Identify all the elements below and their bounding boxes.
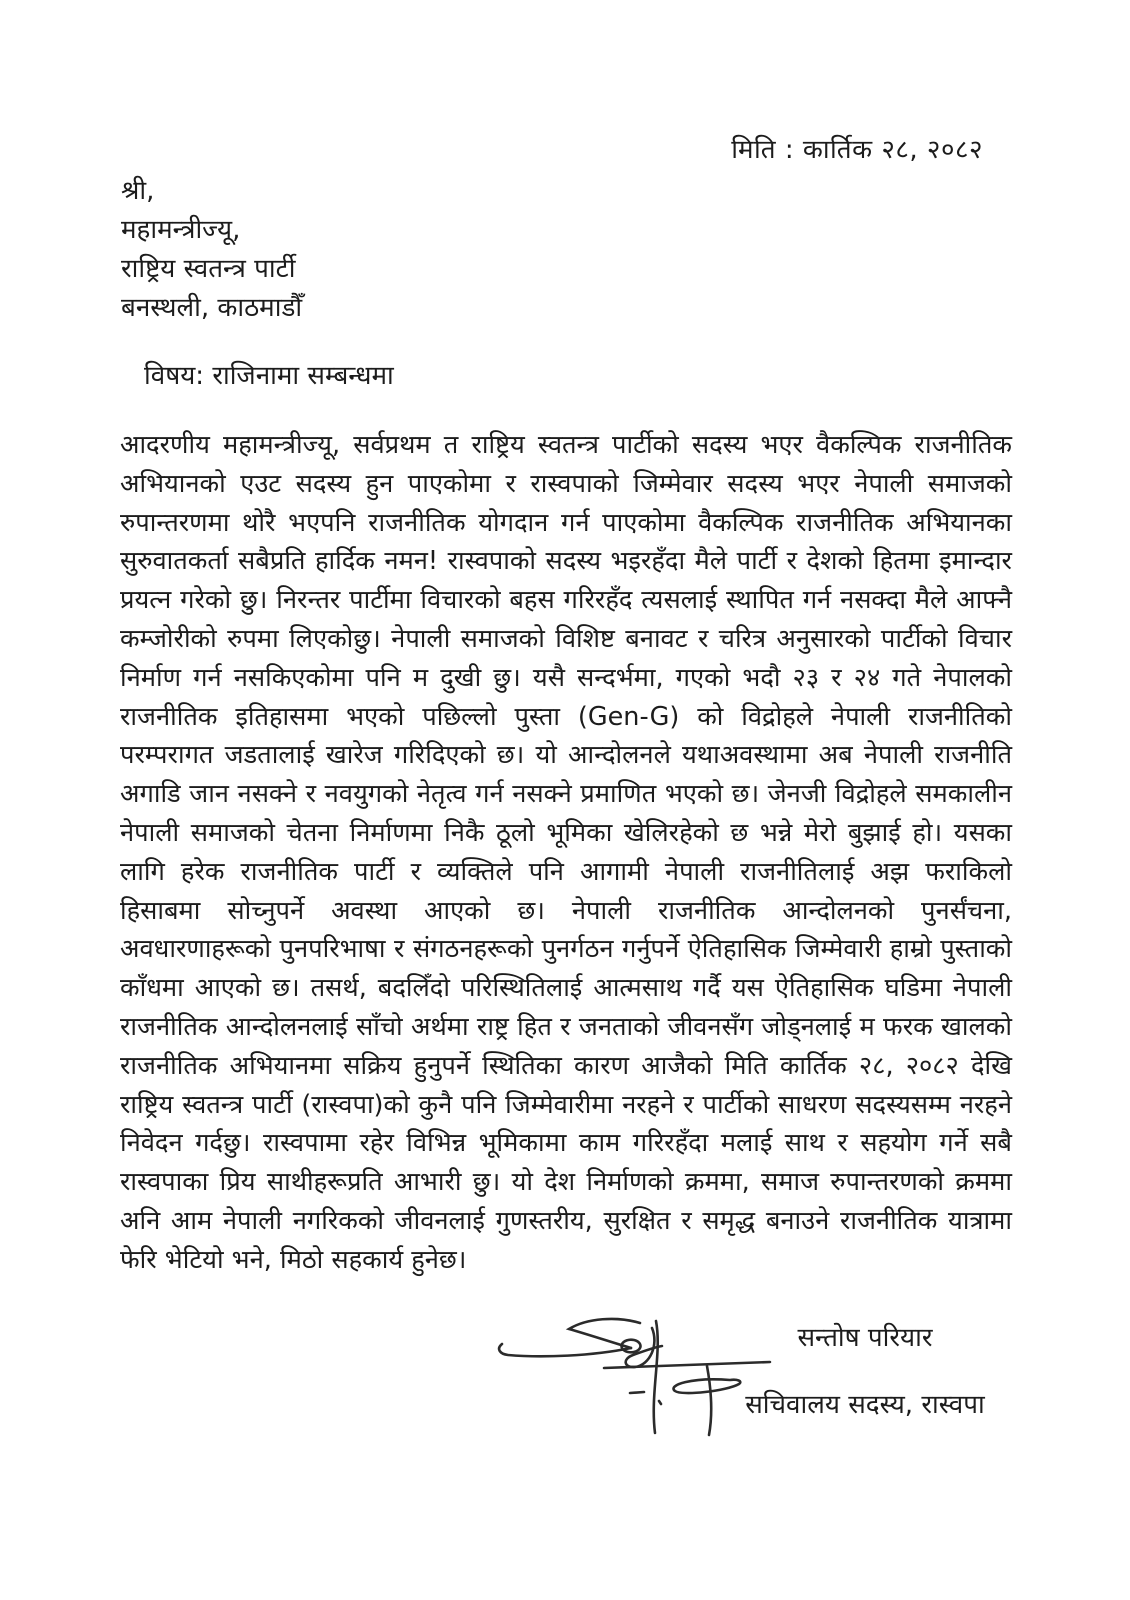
addressee-block <box>121 172 302 328</box>
signatory-title: सचिवालय सदस्य, रास्वपा <box>745 1390 985 1420</box>
handwritten-signature-icon <box>492 1283 782 1448</box>
signatory-name: सन्तोष परियार <box>797 1323 933 1353</box>
subject-line: विषय: राजिनामा सम्बन्धमा <box>144 361 394 391</box>
addressee-address: बनस्थली, काठमाडौँ <box>121 293 303 323</box>
addressee-recipient: महामन्त्रीज्यू, <box>121 215 241 245</box>
letter-body-paragraph: आदरणीय महामन्त्रीज्यू, सर्वप्रथम त राष्ट्रिय स्वतन्त्र पार्टीको सदस्य भएर वैकल्पिक राजनीतिक अभियानको एउट सदस्य हुन पाएकोमा र रास्वपाको जिम्मेवार सदस्य भएर नेपाली समाजको रुपान्तरणमा थोरै भएपनि राजनीतिक योगदान गर्न पाएकोमा वैकल्पिक राजनीतिक अभियानका सुरुवातकर्ता सबैप्रति हार्दिक नमन! रास्वपाको सदस्य भइरहँदा मैले पार्टी र देशको हितमा इमान्दार प्रयत्न गरेको छु। निरन्तर पार्टीमा विचारको बहस गरिरहँद त्यसलाई स्थापित गर्न नसक्दा मैले आफ्नै कम्जोरीको रुपमा लिएकोछु। नेपाली समाजको विशिष्ट बनावट र चरित्र अनुसारको पार्टीको विचार निर्माण गर्न नसकिएकोमा पनि म दुखी छु। यसै सन्दर्भमा, गएको भदौ २३ र २४ गते नेपालको राजनीतिक इतिहासमा भएको पछिल्लो पुस्ता (Gen-G) को विद्रोहले नेपाली राजनीतिको परम्परागत जडतालाई खारेज गरिदिएको छ। यो आन्दोलनले यथाअवस्थामा अब नेपाली राजनीति अगाडि जान नसक्ने र नवयुगको नेतृत्व गर्न नसक्ने प्रमाणित भएको छ। जेनजी विद्रोहले समकालीन नेपाली समाजको चेतना निर्माणमा निकै ठूलो भूमिका खेलिरहेको छ भन्ने मेरो बुझाई हो। यसका लागि हरेक राजनीतिक पार्टी र व्यक्तिले पनि आगामी नेपाली राजनीतिलाई अझ फराकिलो हिसाबमा सोच्नुपर्ने अवस्था आएको छ। नेपाली राजनीतिक आन्दोलनको पुनर्संचना, अवधारणाहरूको पुनपरिभाषा र संगठनहरूको पुनर्गठन गर्नुपर्ने ऐतिहासिक जिम्मेवारी हाम्रो पुस्ताको काँधमा आएको छ। तसर्थ, बदलिँदो परिस्थितिलाई आत्मसाथ गर्दै यस ऐतिहासिक घडिमा नेपाली राजनीतिक आन्दोलनलाई साँचो अर्थमा राष्ट्र हित र जनताको जीवनसँग जोड्नलाई म फरक खालको राजनीतिक अभियानमा सक्रिय हुनुपर्ने स्थितिका कारण आजैको मिति कार्तिक २८, २०८२ देखि राष्ट्रिय स्वतन्त्र पार्टी (रास्वपा)को कुनै पनि जिम्मेवारीमा नरहने र पार्टीको साधरण सदस्यसम्म नरहने निवेदन गर्दछु। रास्वपामा रहेर विभिन्न भूमिकामा काम गरिरहँदा मलाई साथ र सहयोग गर्ने सबै रास्वपाका प्रिय साथीहरूप्रति आभारी छु। यो देश निर्माणको क्रममा, समाज रुपान्तरणको क्रममा अनि आम नेपाली नगरिकको जीवनलाई गुणस्तरीय, सुरक्षित र समृद्ध बनाउने राजनीतिक यात्रामा फेरि भेटियो भने, मिठो सहकार्य हुनेछ। <box>120 430 1012 1275</box>
addressee-salutation: श्री, <box>121 176 155 206</box>
signature-block <box>740 1318 990 1421</box>
addressee-organization: राष्ट्रिय स्वतन्त्र पार्टी <box>121 254 296 284</box>
date-line: मिति : कार्तिक २८, २०८२ <box>731 135 983 165</box>
